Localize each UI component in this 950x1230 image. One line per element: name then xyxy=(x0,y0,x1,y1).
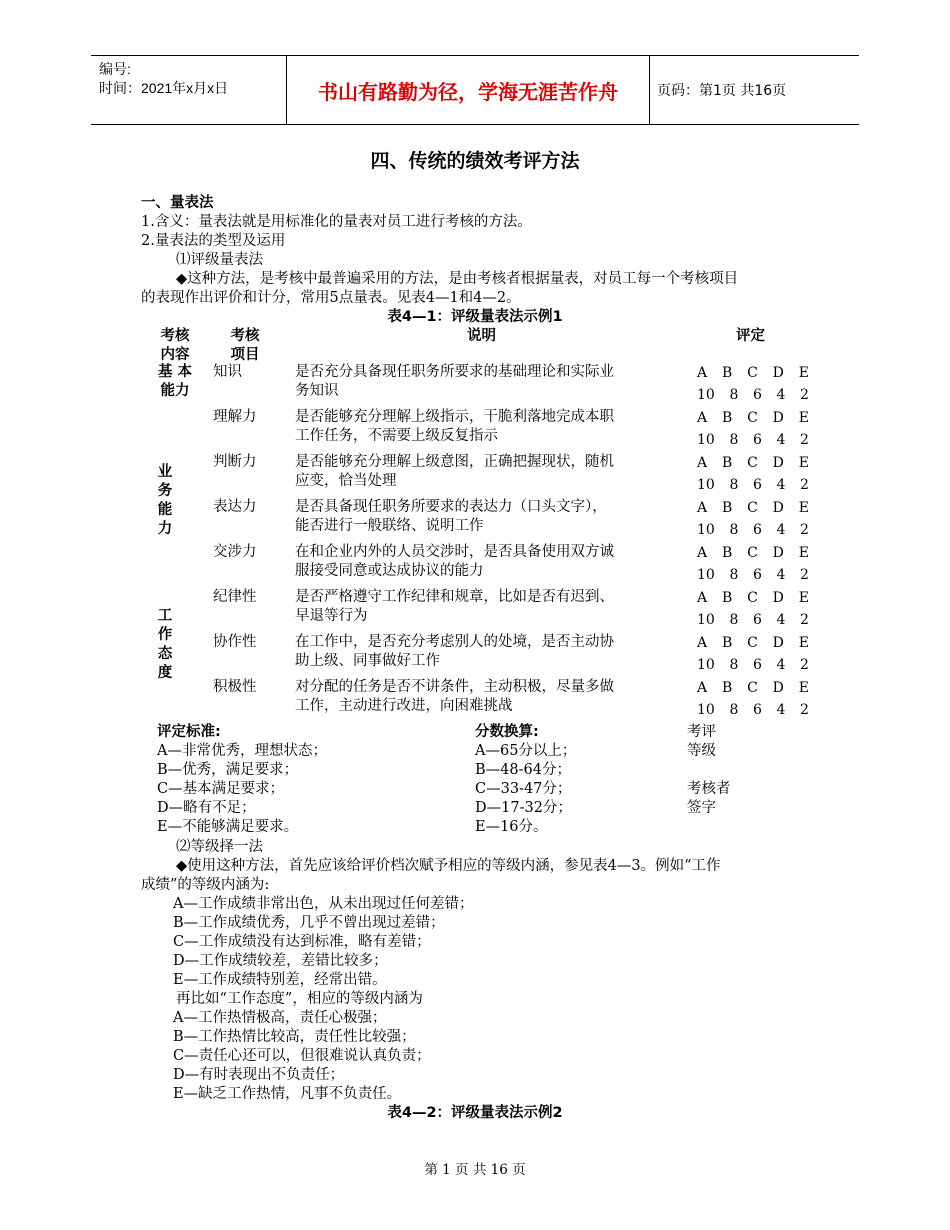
grade-scores: 10 8 6 4 2 xyxy=(697,522,809,538)
level-item: A—工作成绩非常出色，从未出现过任何差错； xyxy=(173,896,474,912)
eval-grade-label: 考评 xyxy=(687,724,716,740)
paragraph-line: ◆使用这种方法，首先应该给评价档次赋予相应的等级内涵，参见表4—3。例如“工作 xyxy=(176,858,721,874)
group-label: 力 xyxy=(157,521,173,537)
item-description: 是否严格遵守工作纪律和规章，比如是否有迟到、 xyxy=(295,589,614,605)
criteria-item: D—略有不足； xyxy=(157,800,256,816)
column-header: 考核 xyxy=(230,328,260,344)
grade-letters: A B C D E xyxy=(697,680,809,696)
level-item: B—工作热情比较高，责任性比较强； xyxy=(173,1029,416,1045)
grade-scores: 10 8 6 4 2 xyxy=(697,657,809,673)
group-label: 度 xyxy=(157,665,173,681)
item-description: 能否进行一般联络、说明工作 xyxy=(295,518,484,534)
grade-letters: A B C D E xyxy=(697,455,809,471)
item-label: 纪律性 xyxy=(213,589,257,605)
level-item: E—工作成绩特别差，经常出错。 xyxy=(173,972,387,988)
item-label: 交涉力 xyxy=(213,544,257,560)
page-footer: 第 1 页 共 16 页 xyxy=(424,1162,526,1178)
grade-scores: 10 8 6 4 2 xyxy=(697,612,809,628)
item-description: 是否充分具备现任职务所要求的基础理论和实际业 xyxy=(295,364,614,380)
item-label: 判断力 xyxy=(213,454,257,470)
section-heading: 一、量表法 xyxy=(141,195,214,211)
score-heading: 分数换算: xyxy=(475,724,539,740)
score-item: B—48-64分； xyxy=(475,762,571,778)
paragraph-line: ◆这种方法，是考核中最普遍采用的方法，是由考核者根据量表，对员工每一个考核项目 xyxy=(176,271,739,287)
column-header: 评定 xyxy=(736,328,765,344)
grade-letters: A B C D E xyxy=(697,500,809,516)
table-caption: 表4—1：评级量表法示例1 xyxy=(387,309,563,325)
criteria-item: A—非常优秀，理想状态； xyxy=(157,743,327,759)
level-item: C—责任心还可以，但很难说认真负责； xyxy=(173,1048,431,1064)
assessor-sign-label: 考核者 xyxy=(687,781,731,797)
item-description: 工作任务，不需要上级反复指示 xyxy=(295,428,498,444)
header-motto: 书山有路勤为径，学海无涯苦作舟 xyxy=(286,56,650,124)
group-label: 态 xyxy=(157,646,173,662)
header-page-info: 页码：第1页 共16页 xyxy=(657,83,787,99)
paragraph-line: 再比如“工作态度”，相应的等级内涵为 xyxy=(176,991,423,1007)
item-label: 积极性 xyxy=(213,679,257,695)
item-description: 服接受同意或达成协议的能力 xyxy=(295,563,484,579)
table-caption: 表4—2：评级量表法示例2 xyxy=(387,1105,563,1121)
item-description: 应变，恰当处理 xyxy=(295,473,397,489)
criteria-item: E—不能够满足要求。 xyxy=(157,819,299,835)
criteria-heading: 评定标准: xyxy=(157,724,221,740)
column-header: 内容 xyxy=(160,347,190,363)
item-description: 对分配的任务是否不讲条件，主动积极，尽量多做 xyxy=(295,679,614,695)
column-header: 项目 xyxy=(230,347,260,363)
group-label: 能力 xyxy=(160,383,190,399)
level-item: D—有时表现出不负责任； xyxy=(173,1067,345,1083)
item-description: 是否能够充分理解上级意图，正确把握现状，随机 xyxy=(295,454,614,470)
assessor-sign-label: 签字 xyxy=(687,800,716,816)
group-label: 务 xyxy=(157,483,173,499)
paragraph-line: 的表现作出评价和计分，常用5点量表。见表4—1和4—2。 xyxy=(141,290,521,306)
group-label: 业 xyxy=(157,464,173,480)
paragraph-line: 成绩”的等级内涵为: xyxy=(141,877,270,893)
score-item: E—16分。 xyxy=(475,819,548,835)
item-description: 助上级、同事做好工作 xyxy=(295,653,440,669)
grade-scores: 10 8 6 4 2 xyxy=(697,432,809,448)
score-item: D—17-32分； xyxy=(475,800,572,816)
item-label: 表达力 xyxy=(213,499,257,515)
level-item: B—工作成绩优秀，几乎不曾出现过差错； xyxy=(173,915,445,931)
level-item: A—工作热情极高，责任心极强； xyxy=(173,1010,387,1026)
grade-letters: A B C D E xyxy=(697,410,809,426)
score-item: A—65分以上； xyxy=(475,743,577,759)
doc-number-label: 编号: xyxy=(99,61,131,77)
group-label: 作 xyxy=(157,627,173,643)
column-header: 考核 xyxy=(160,328,190,344)
grade-scores: 10 8 6 4 2 xyxy=(697,567,809,583)
header-left xyxy=(99,60,228,98)
criteria-item: C—基本满足要求； xyxy=(157,781,285,797)
grade-letters: A B C D E xyxy=(697,365,809,381)
page-title: 四、传统的绩效考评方法 xyxy=(370,150,580,172)
grade-letters: A B C D E xyxy=(697,545,809,561)
group-label: 工 xyxy=(157,608,173,624)
item-description: 工作，主动进行改进，向困难挑战 xyxy=(295,698,513,714)
item-description: 是否具备现任职务所要求的表达力（口头文字）， xyxy=(295,499,607,515)
item-description: 早退等行为 xyxy=(295,608,368,624)
column-header: 说明 xyxy=(467,328,496,344)
item-label: 协作性 xyxy=(213,634,257,650)
group-label: 基 本 xyxy=(157,364,193,380)
item-label: 理解力 xyxy=(213,409,257,425)
item-label: 知识 xyxy=(213,364,242,380)
doc-time-label: 时间：2021年x月x日 xyxy=(99,80,229,96)
item-description: 务知识 xyxy=(295,383,339,399)
score-item: C—33-47分； xyxy=(475,781,572,797)
subsection-heading: ⑴评级量表法 xyxy=(176,252,263,268)
definition-text: 1.含义：量表法就是用标准化的量表对员工进行考核的方法。 xyxy=(141,214,532,230)
grade-scores: 10 8 6 4 2 xyxy=(697,702,809,718)
grade-letters: A B C D E xyxy=(697,590,809,606)
level-item: E—缺乏工作热情，凡事不负责任。 xyxy=(173,1086,402,1102)
criteria-item: B—优秀，满足要求； xyxy=(157,762,299,778)
subsection-heading: ⑵等级择一法 xyxy=(176,839,263,855)
level-item: C—工作成绩没有达到标准，略有差错； xyxy=(173,934,431,950)
item-description: 在工作中，是否充分考虑别人的处境，是否主动协 xyxy=(295,634,614,650)
grade-letters: A B C D E xyxy=(697,635,809,651)
grade-scores: 10 8 6 4 2 xyxy=(697,477,809,493)
types-text: 2.量表法的类型及运用 xyxy=(141,233,286,249)
item-description: 是否能够充分理解上级指示，干脆利落地完成本职 xyxy=(295,409,614,425)
item-description: 在和企业内外的人员交涉时，是否具备使用双方诚 xyxy=(295,544,614,560)
level-item: D—工作成绩较差，差错比较多； xyxy=(173,953,388,969)
grade-scores: 10 8 6 4 2 xyxy=(697,387,809,403)
page-header xyxy=(91,55,859,125)
eval-grade-label: 等级 xyxy=(687,743,716,759)
group-label: 能 xyxy=(157,502,173,518)
